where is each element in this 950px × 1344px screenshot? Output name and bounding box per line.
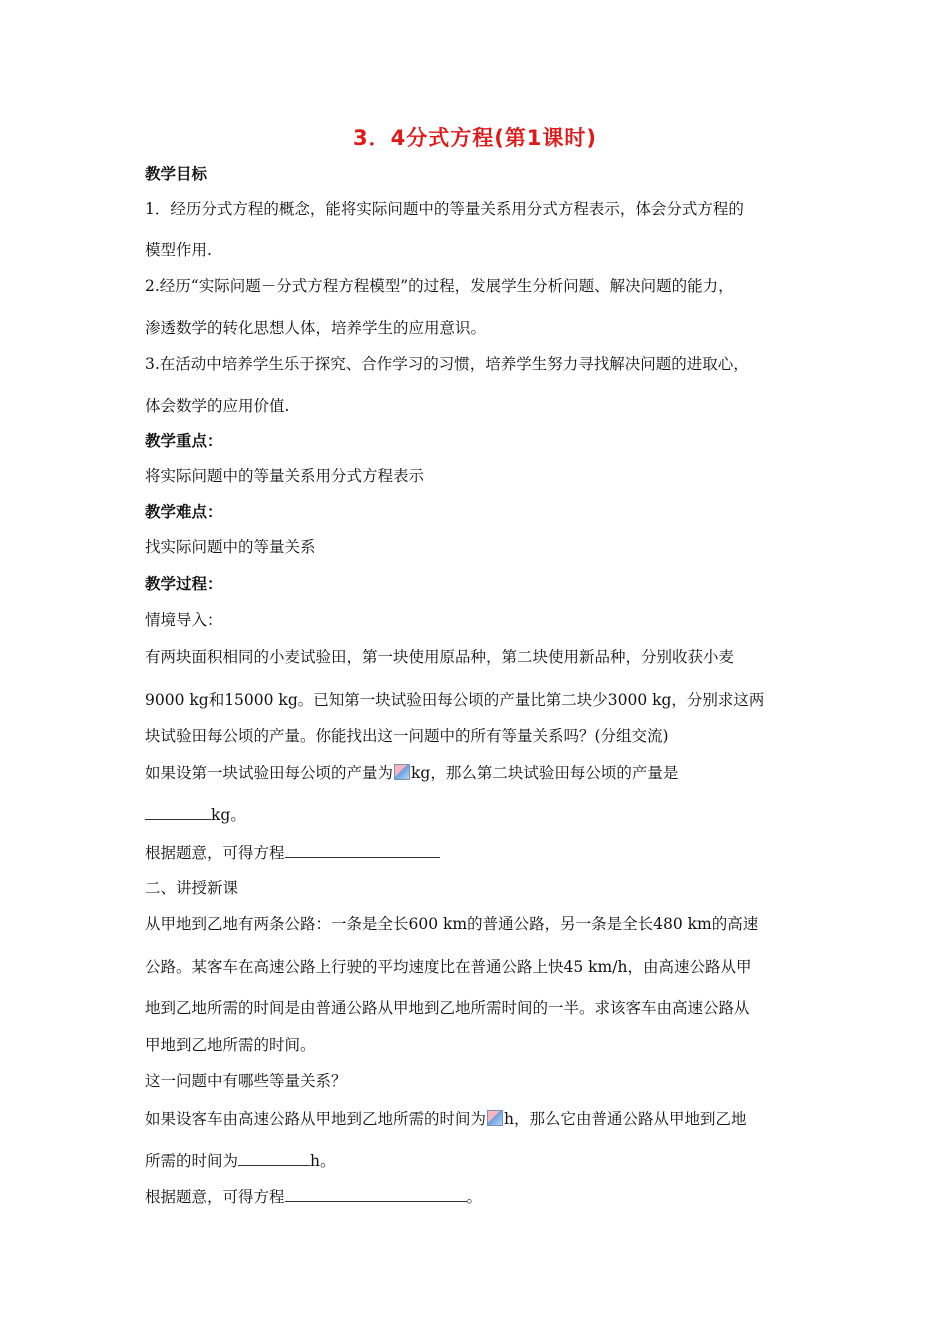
problem-3-line-d: 甲地到乙地所需的时间。 — [145, 1036, 316, 1054]
equation-prompt-1-text: 根据题意，可得方程 — [145, 844, 285, 862]
goal-1-line-b: 模型作用. — [145, 241, 212, 259]
problem-1-line-c: 块试验田每公顷的产量。你能找出这一问题中的所有等量关系吗？(分组交流) — [145, 727, 669, 745]
problem-3-line-b: 公路。某客车在高速公路上行驶的平均速度比在普通公路上快45 km/h，由高速公路从甲 — [145, 958, 752, 976]
equation-blank[interactable] — [285, 843, 440, 858]
problem-2-unit: kg。 — [211, 806, 246, 824]
intro-label: 情境导入： — [145, 611, 223, 629]
equation-prompt-2-end: 。 — [466, 1188, 483, 1206]
problem-1-line-b: 9000 kg和15000 kg。已知第一块试验田每公顷的产量比第二块少3000 kg，分别求这两 — [145, 691, 765, 709]
problem-4-text-3: 所需的时间为 — [145, 1152, 239, 1170]
problem-3-line-a: 从甲地到乙地有两条公路：一条是全长600 km的普通公路，另一条是全长480 km的高速 — [145, 915, 759, 933]
question-line: 这一问题中有哪些等量关系？ — [145, 1072, 347, 1090]
process-heading: 教学过程： — [145, 575, 223, 593]
problem-2-text-2: kg，那么第二块试验田每公顷的产量是 — [411, 764, 679, 782]
problem-4-text-2: h，那么它由普通公路从甲地到乙地 — [504, 1110, 747, 1128]
goal-3-line-a: 3.在活动中培养学生乐于探究、合作学习的习惯，培养学生努力寻找解决问题的进取心， — [145, 355, 749, 373]
goal-2-line-b: 渗透数学的转化思想人体，培养学生的应用意识。 — [145, 319, 487, 337]
formula-image-icon — [394, 764, 410, 780]
problem-3-line-c: 地到乙地所需的时间是由普通公路从甲地到乙地所需时间的一半。求该客车由高速公路从 — [145, 999, 750, 1017]
equation-prompt-1 — [145, 843, 810, 863]
problem-2-line-b — [145, 805, 810, 825]
key-points-text: 将实际问题中的等量关系用分式方程表示 — [145, 467, 425, 485]
formula-image-icon — [487, 1110, 503, 1126]
equation-prompt-2-text: 根据题意，可得方程 — [145, 1188, 285, 1206]
problem-4-line-a — [145, 1109, 810, 1129]
problem-1-line-a: 有两块面积相同的小麦试验田，第一块使用原品种，第二块使用新品种，分别收获小麦 — [145, 648, 735, 666]
goal-3-line-b: 体会数学的应用价值. — [145, 397, 290, 415]
goal-1-line-a: 1．经历分式方程的概念，能将实际问题中的等量关系用分式方程表示，体会分式方程的 — [145, 200, 744, 218]
problem-4-unit: h。 — [310, 1152, 336, 1170]
problem-2-line-a — [145, 763, 810, 783]
problem-4-line-b — [145, 1151, 810, 1171]
difficulty-text: 找实际问题中的等量关系 — [145, 538, 316, 556]
answer-blank[interactable] — [238, 1151, 310, 1166]
problem-2-text-1: 如果设第一块试验田每公顷的产量为 — [145, 764, 394, 782]
page-title: 3．4分式方程(第1课时) — [352, 126, 598, 150]
key-points-heading: 教学重点： — [145, 432, 223, 450]
goal-2-line-a: 2.经历“实际问题－分式方程方程模型”的过程，发展学生分析问题、解决问题的能力， — [145, 277, 734, 295]
goals-heading: 教学目标 — [145, 165, 208, 183]
equation-blank[interactable] — [285, 1187, 467, 1202]
section-2-heading: 二、讲授新课 — [145, 879, 239, 897]
difficulty-heading: 教学难点： — [145, 503, 223, 521]
answer-blank[interactable] — [145, 805, 211, 820]
equation-prompt-2 — [145, 1187, 810, 1207]
problem-4-text-1: 如果设客车由高速公路从甲地到乙地所需的时间为 — [145, 1110, 487, 1128]
